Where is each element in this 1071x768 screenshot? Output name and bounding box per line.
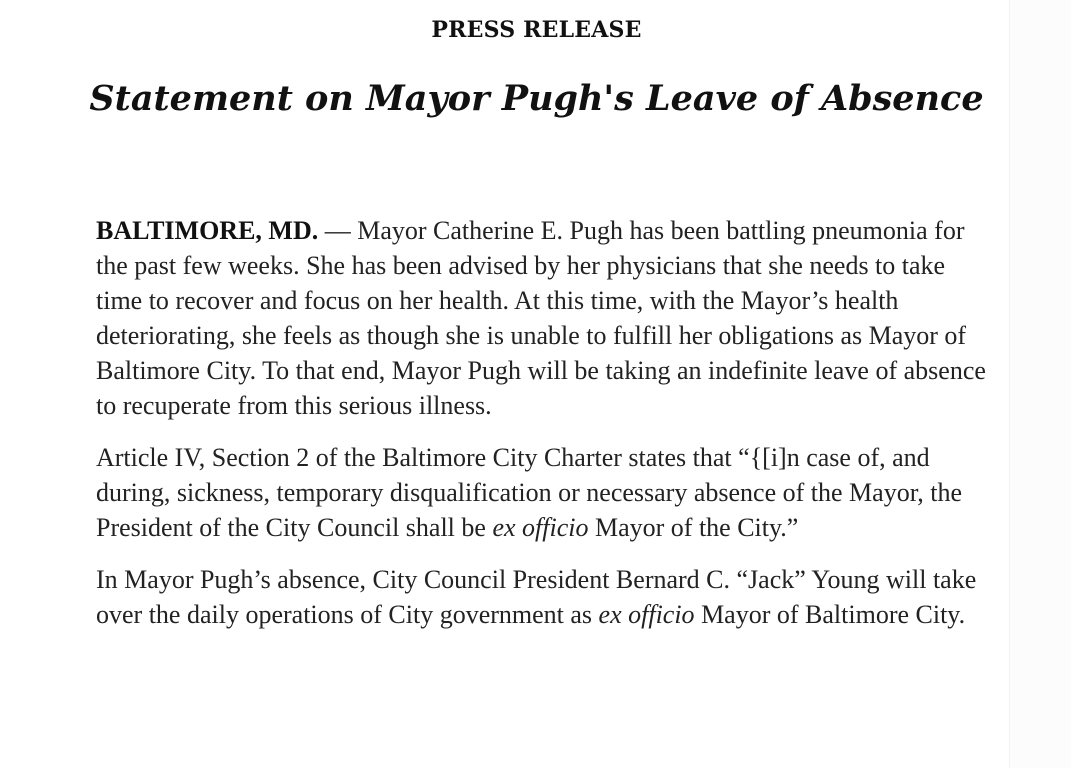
right-margin-strip <box>1009 0 1071 768</box>
paragraph-2-text-b: Mayor of the City.” <box>588 513 799 542</box>
paragraph-3-text-b: Mayor of Baltimore City. <box>694 600 966 629</box>
press-release-body <box>96 213 996 649</box>
press-release-label: PRESS RELEASE <box>431 17 642 43</box>
paragraph-1-text: — Mayor Catherine E. Pugh has been battling pneumonia for the past few weeks. She has been advised by her physicians that she needs to take time to recover and focus on her health. At this time, with the Mayor’s health deteriorating, she feels as though she is unable to fulfill her obligations as Mayor of Baltimore City. To that end, Mayor Pugh will be taking an indefinite leave of absence to recuperate from this serious illness. <box>96 216 986 420</box>
paragraph-2-text-a: Article IV, Section 2 of the Baltimore City Charter states that “{[i]n case of, and during, sickness, temporary disqualification or necessary absence of the Mayor, the President of the City Council shall be <box>96 443 963 542</box>
paragraph-2 <box>96 440 996 545</box>
paragraph-3-text-a: In Mayor Pugh’s absence, City Council President Bernard C. “Jack” Young will take over the daily operations of City government as <box>96 565 977 629</box>
paragraph-2-emphasis: ex officio <box>492 513 589 542</box>
paragraph-3-emphasis: ex officio <box>598 600 695 629</box>
paragraph-1 <box>96 213 996 423</box>
dateline: BALTIMORE, MD. <box>96 216 319 245</box>
press-release-title: Statement on Mayor Pugh's Leave of Absence <box>89 78 984 119</box>
paragraph-3 <box>96 562 996 632</box>
